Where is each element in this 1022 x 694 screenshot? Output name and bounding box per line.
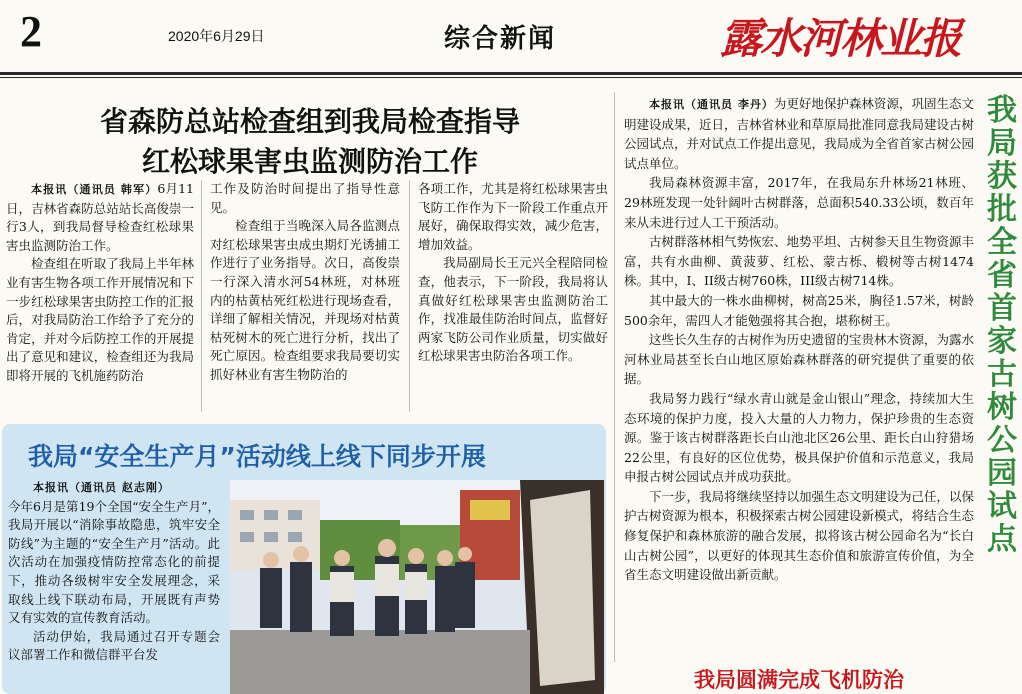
newspaper-masthead: 露水河林业报 (720, 14, 961, 63)
column-divider (409, 180, 410, 412)
article3-byline: 本报讯（通讯员 李丹） (649, 98, 774, 111)
article1-col1-p1: 6月11日，吉林省森防总站站长高俊崇一行3人，到我局督导检查红松球果害虫监测防治工作。 (6, 181, 194, 253)
article1-col2-p1: 工作及防治时间提出了指导性意见。 (210, 181, 400, 215)
article3-p1: 为更好地保护森林资源，巩固生态文明建设成果，近日，吉林省林业和草原局批准同意我局建设古树公园试点，并对试点工作提出意见，我局成为全省首家古树公园试点单位。 (624, 96, 975, 171)
article3-p4: 其中最大的一株水曲柳树，树高25米，胸径1.57米，树龄500余年，需四人才能勉强将其合抱，堪称树王。 (624, 292, 974, 328)
article2-photo (230, 480, 604, 694)
photo-street-scene (230, 480, 604, 694)
article1-column3 (418, 180, 608, 366)
article3-p7: 下一步，我局将继续坚持以加强生态文明建设为己任，以保护古树资源为根本，积极探索古树公园建设新模式，将结合生态修复保护和森林旅游的融合发展，拟将该古树公园命名为“长白山古树公园”，以更好的体现其生态价值和旅游宣传价值，为全省生态文明建设做出新贡献。 (624, 488, 975, 583)
article2-column (8, 478, 220, 665)
column-divider (614, 92, 615, 662)
article3-p3: 古树群落林相气势恢宏、地势平坦、古树参天且生物资源丰富，共有水曲柳、黄菠萝、红松、蒙古栎、椴树等古树1474株。其中，I、II级古树760株，III级古树714株。 (624, 234, 975, 289)
article2-p1: 今年6月是第19个全国“安全生产月”，我局开展以“消除事故隐患，筑牢安全防线”为主题的“安全生产月”活动。此次活动在加强疫情防控常态化的前提下，推动各级树牢安全发展理念，采取线上线下联动布局，开展既有声势又有实效的宣传教育活动。 (8, 498, 220, 626)
article1-headline-line1: 省森防总站检查组到我局检查指导 (99, 105, 520, 138)
article3-p6: 我局努力践行“绿水青山就是金山银山”理念，持续加大生态环境的保护力度，投入大量的人力物力，保护珍贵的生态资源。鉴于该古树群落距长白山池北区26公里、距长白山狩猎场22公里，有良好的区位优势，极具保护价值和示范意义，我局申报古树公园试点并成功获批。 (624, 390, 974, 485)
article1-headline-line2: 红松球果害虫监测防治工作 (141, 145, 478, 178)
article3-body (624, 94, 974, 585)
bottom-headline: 我局圆满完成飞机防治 (694, 668, 904, 692)
article3-vertical-headline: 我局获批全省首家古树公园试点 (987, 93, 1017, 557)
article1-col1-p2: 检查组在听取了我局上半年林业有害生物各项工作开展情况和下一步红松球果害虫防控工作的汇报后，对我局防治工作给予了充分的肯定，并对今后防控工作的开展提出了意见和建议，检查组还为我局即将开展的飞机施药防治 (6, 256, 194, 383)
header-rule (0, 72, 1022, 75)
article1-col3-p2: 我局副局长王元兴全程陪同检查，他表示，下一阶段，我局将认真做好红松球果害虫监测防治工作，找准最佳防治时间点，监督好两家飞防公司作业质量，切实做好红松球果害虫防治各项工作。 (418, 255, 608, 364)
article1-col2-p2: 检查组于当晚深入局各监测点对红松球果害虫成虫期灯光诱捕工作进行了业务指导。次日，高俊崇一行深入清水河54林班，对林班内的枯黄枯死红松进行现场查看，详细了解相关情况，并现场对枯黄枯死树木的死亡进行分析，找出了死亡原因。检查组要求我局要切实抓好林业有害生物防治的 (210, 218, 400, 382)
article1-headline (20, 102, 600, 182)
article1-byline: 本报讯（通讯员 韩军） (31, 183, 158, 196)
article3-p5: 这些长久生存的古树作为历史遗留的宝贵林木资源，为露水河林业局甚至长白山地区原始森林群落的研究提供了重要的依据。 (624, 332, 975, 387)
article2-headline: 我局“安全生产月”活动线上线下同步开展 (28, 442, 486, 471)
article2-byline: 本报讯（通讯员 赵志刚） (33, 481, 170, 494)
article2-p2: 活动伊始，我局通过召开专题会议部署工作和微信群平台发 (8, 628, 220, 663)
article1-col3-p1: 各项工作，尤其是将红松球果害虫飞防工作作为下一阶段工作重点开展好，确保取得实效，减少危害，增加效益。 (418, 181, 608, 252)
article1-column1 (6, 180, 194, 386)
page-number: 2 (20, 7, 42, 56)
article3-p2: 我局森林资源丰富，2017年，在我局东升林场21林班、29林班发现一处针阔叶古树群落，总面积540.33公顷，数百年来从未进行过人工干预活动。 (624, 175, 974, 230)
issue-date: 2020年6月29日 (168, 28, 265, 44)
header-rule-thin (0, 77, 1022, 78)
section-title: 综合新闻 (444, 24, 557, 54)
column-divider (201, 180, 202, 412)
article1-column2 (210, 180, 400, 385)
